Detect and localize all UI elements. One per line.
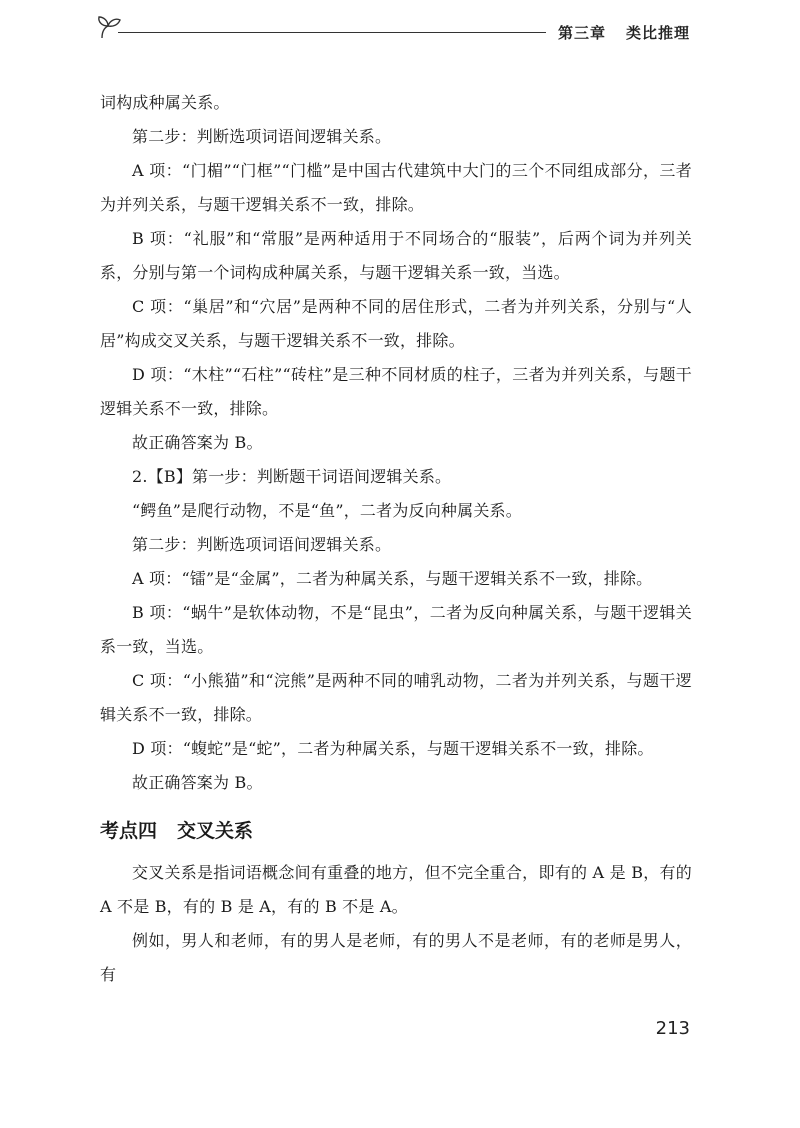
paragraph: 词构成种属关系。 (100, 93, 230, 112)
heading-title: 交叉关系 (177, 820, 254, 842)
paragraph: D 项：“蝮蛇”是“蛇”，二者为种属关系，与题干逻辑关系不一致，排除。 (132, 739, 654, 758)
paragraph: B 项：“礼服”和“常服”是两种适用于不同场合的“服装”，后两个词为并列关系，分别与第一个词构成种属关系，与题干逻辑关系一致，当选。 (100, 229, 692, 282)
paragraph: 2.【B】第一步：判断题干词语间逻辑关系。 (132, 467, 452, 486)
chapter-label: 第三章 (557, 24, 606, 42)
paragraph: 例如，男人和老师，有的男人是老师，有的男人不是老师，有的老师是男人，有 (100, 931, 692, 984)
paragraph: A 项：“镭”是“金属”，二者为种属关系，与题干逻辑关系不一致，排除。 (132, 569, 653, 588)
paragraph: “鳄鱼”是爬行动物，不是“鱼”，二者为反向种属关系。 (132, 501, 522, 520)
running-header (96, 14, 696, 44)
paragraph: C 项：“小熊猫”和“浣熊”是两种不同的哺乳动物，二者为并列关系，与题干逻辑关系不一致，排除。 (100, 671, 692, 724)
paragraph: 故正确答案为 B。 (132, 433, 263, 452)
paragraph: C 项：“巢居”和“穴居”是两种不同的居住形式，二者为并列关系，分别与“人居”构成交叉关系，与题干逻辑关系不一致，排除。 (100, 297, 692, 350)
section-label: 类比推理 (625, 24, 690, 42)
heading-number: 考点四 (100, 820, 158, 842)
paragraph: A 项：“门楣”“门框”“门槛”是中国古代建筑中大门的三个不同组成部分，三者为并列关系，与题干逻辑关系不一致，排除。 (100, 161, 692, 214)
page-number: 213 (655, 1018, 690, 1039)
paragraph: D 项：“木柱”“石柱”“砖柱”是三种不同材质的柱子，三者为并列关系，与题干逻辑关系不一致，排除。 (100, 365, 692, 418)
section-heading (100, 814, 692, 848)
paragraph: B 项：“蜗牛”是软体动物，不是“昆虫”，二者为反向种属关系，与题干逻辑关系一致，当选。 (100, 603, 692, 656)
sprout-icon (96, 14, 126, 40)
page-body (100, 86, 692, 992)
paragraph: 第二步：判断选项词语间逻辑关系。 (132, 535, 392, 554)
paragraph: 交叉关系是指词语概念间有重叠的地方，但不完全重合，即有的 A 是 B，有的 A 不是 B，有的 B 是 A，有的 B 不是 A。 (100, 863, 692, 916)
paragraph: 故正确答案为 B。 (132, 773, 263, 792)
header-rule (118, 32, 546, 33)
paragraph: 第二步：判断选项词语间逻辑关系。 (132, 127, 392, 146)
header-title (558, 22, 690, 43)
